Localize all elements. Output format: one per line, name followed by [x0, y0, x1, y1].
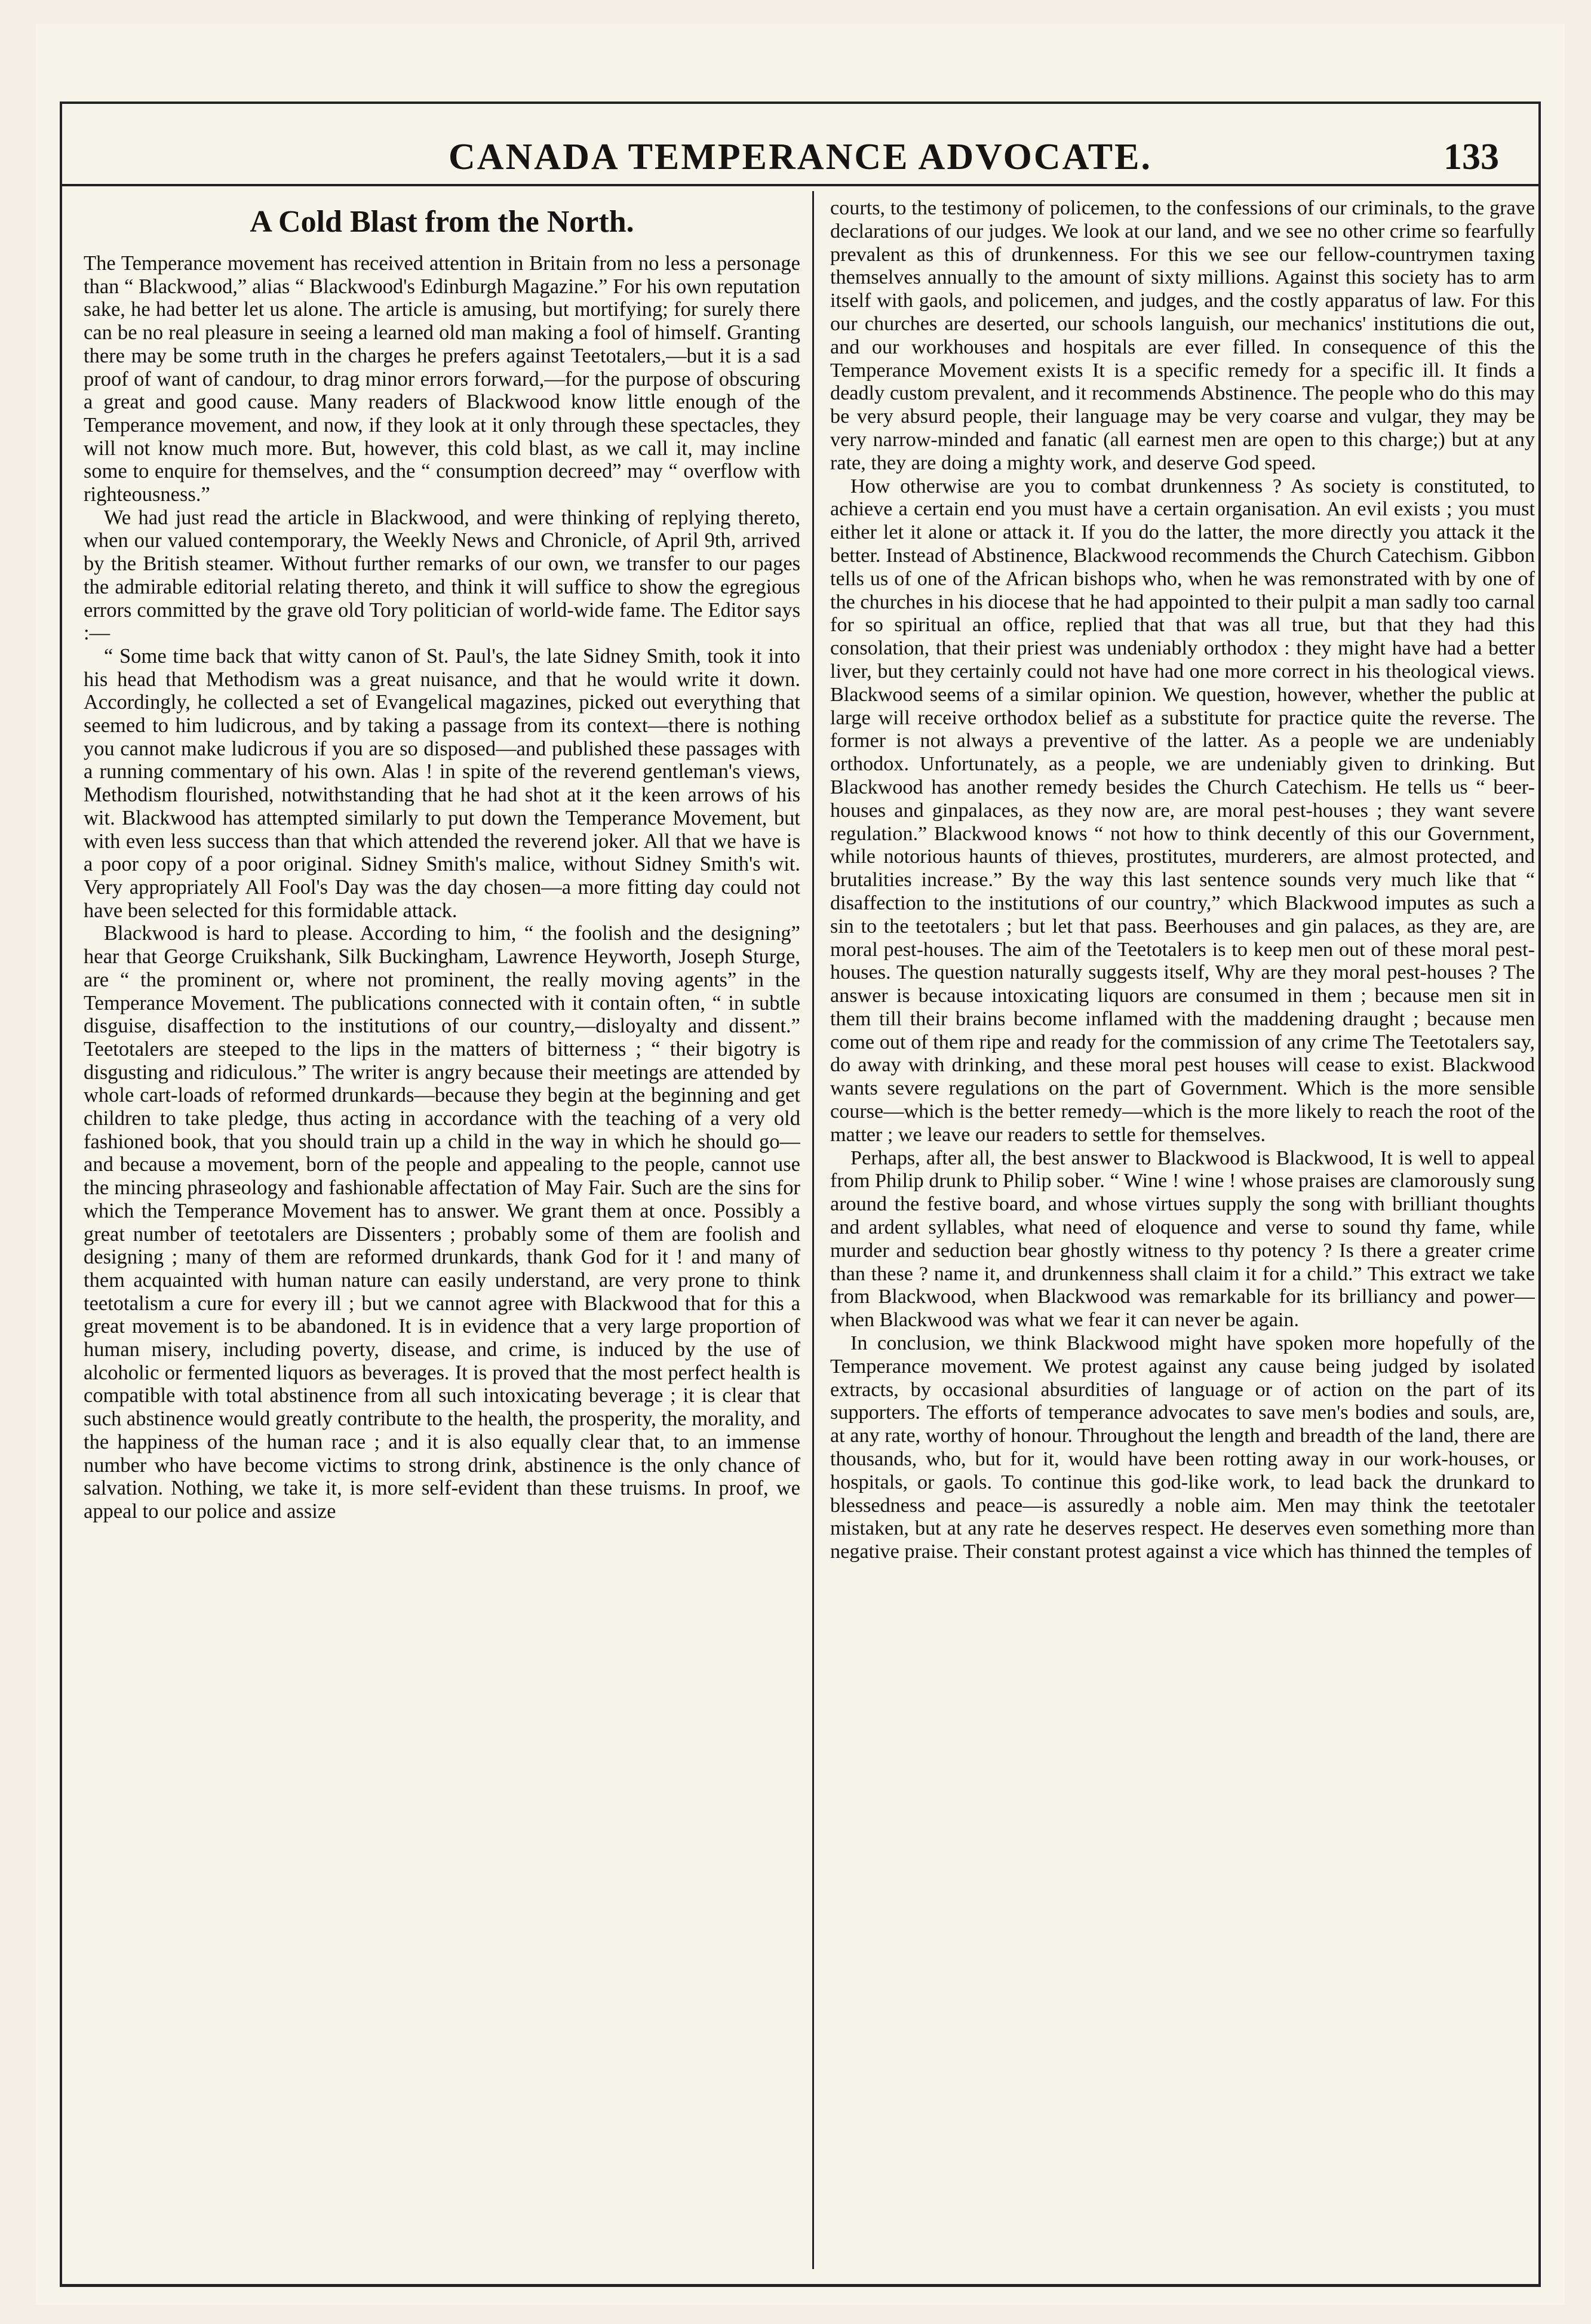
header-rule	[60, 184, 1541, 186]
paragraph: The Temperance movement has received attention in Britain from no less a personage than “ Blackwood,” alias “ Blackwood's Edinburgh Magazine.” For his own reputation sake, he had better let us alone. The article is amusing, but mortifying; for surely there can be no real pleasure in seeing a learned old man making a fool of himself. Granting there may be some truth in the charges he prefers against Teetotalers,—but it is a sad proof of want of candour, to drag minor errors forward,—for the purpose of obscuring a great and good cause. Many readers of Blackwood know little enough of the Temperance movement, and now, if they look at it only through these spectacles, they will not know much more. But, however, this cold blast, as we call it, may incline some to enquire for themselves, and the “ consumption decreed” may “ overflow with righteousness.”	[84, 252, 800, 506]
paragraph: In conclusion, we think Blackwood might have spoken more hopefully of the Temperance movement. We protest against any cause being judged by isolated extracts, by occasional absurdities of language or of action on the part of its supporters. The efforts of temperance advocates to save men's bodies and souls, are, at any rate, worthy of honour. Throughout the length and breadth of the land, there are thousands, who, but for it, would have been rotting away in our work-houses, or hospitals, or gaols. To continue this god-like work, to lead back the drunkard to blessedness and peace—is assuredly a noble aim. Men may think the teetotaler mistaken, but at any rate he deserves respect. He deserves even something more than negative praise. Their constant protest against a vice which has thinned the temples of	[830, 1332, 1535, 1563]
newspaper-page	[36, 24, 1565, 2305]
paragraph: How otherwise are you to combat drunkenness ? As society is constituted, to achieve a certain end you must have a certain organisation. An evil exists ; you must either let it alone or attack it. If you do the latter, the more directly you attack it the better. Instead of Abstinence, Blackwood recommends the Church Catechism. Gibbon tells us of one of the African bishops who, when he was remonstrated with by one of the churches in his diocese that he had appointed to their pulpit a man sadly too carnal for so spiritual an office, replied that that was all true, but that they had this consolation, that their priest was undeniably orthodox : they might have had a better liver, but they certainly could not have had one more correct in his theological views. Blackwood seems of a similar opinion. We question, however, whether the public at large will receive orthodox belief as a substitute for practice quite the reverse. The former is not always a preventive of the latter. As a people we are undeniably orthodox. Unfortunately, as a people, we are undeniably given to drinking. But Blackwood has another remedy besides the Church Catechism. He tells us “ beer-houses and ginpalaces, as they now are, are moral pest-houses ; they want severe regulation.” Blackwood knows “ not how to think decently of this our Government, while notorious haunts of thieves, prostitutes, murderers, are almost protected, and brutalities increase.” By the way this last sentence sounds very much like that “ disaffection to the institutions of our country,” which Blackwood imputes as such a sin to the teetotalers ; but let that pass. Beerhouses and gin palaces, as they are, are moral pest-houses. The aim of the Teetotalers is to keep men out of these moral pest-houses. The question naturally suggests itself, Why are they moral pest-houses ? The answer is because intoxicating liquors are consumed in them ; because men sit in them till their brains become inflamed with the maddening draught ; because men come out of them ripe and ready for the commission of any crime The Teetotalers say, do away with drinking, and these moral pest houses will cease to exist. Blackwood wants severe regulations on the part of Government. Which is the more sensible course—which is the better remedy—which is the more likely to reach the root of the matter ; we leave our readers to settle for themselves.	[830, 475, 1535, 1146]
paragraph: “ Some time back that witty canon of St. Paul's, the late Sidney Smith, took it into his head that Methodism was a great nuisance, and that he would write it down. Accordingly, he collected a set of Evangelical magazines, picked out everything that seemed to him ludicrous, and by taking a passage from its context—there is nothing you cannot make ludicrous if you are so disposed—and published these passages with a running commentary of his own. Alas ! in spite of the reverend gentleman's views, Methodism flourished, notwithstanding that he had shot at it the keen arrows of his wit. Blackwood has attempted similarly to put down the Temperance Movement, but with even less success than that which attended the reverend joker. All that we have is a poor copy of a poor original. Sidney Smith's malice, without Sidney Smith's wit. Very appropriately All Fool's Day was the day chosen—a more fitting day could not have been selected for this formidable attack.	[84, 644, 800, 922]
running-title: CANADA TEMPERANCE ADVOCATE.	[448, 137, 1153, 177]
left-column	[84, 197, 800, 2269]
article-title: A Cold Blast from the North.	[250, 205, 634, 239]
page-number: 133	[1443, 137, 1499, 177]
paragraph: Perhaps, after all, the best answer to Blackwood is Blackwood, It is well to appeal from Philip drunk to Philip sober. “ Wine ! wine ! whose praises are clamorously sung around the festive board, and whose virtues supply the song with brilliant thoughts and ardent syllables, what need of eloquence and verse to sound thy fame, while murder and seduction bear ghostly witness to thy potency ? Is there a greater crime than these ? name it, and drunkenness shall claim it for a child.” This extract we take from Blackwood, when Blackwood was remarkable for its brilliancy and power—when Blackwood was what we fear it can never be again.	[830, 1146, 1535, 1332]
right-column	[830, 197, 1535, 2269]
column-divider	[812, 191, 814, 2269]
paragraph: courts, to the testimony of policemen, to the confessions of our criminals, to the grave declarations of our judges. We look at our land, and we see no other crime so fearfully prevalent as this of drunkenness. For this we see our fellow-countrymen taxing themselves annually to the amount of sixty millions. Against this society has to arm itself with gaols, and policemen, and judges, and the costly apparatus of law. For this our churches are deserted, our schools languish, our mechanics' institutions die out, and our workhouses and hospitals are ever filled. In consequence of this the Temperance Movement exists It is a specific remedy for a specific ill. It finds a deadly custom prevalent, and it recommends Abstinence. The people who do this may be very absurd people, their language may be very coarse and vulgar, they may be very narrow-minded and fanatic (all earnest men are open to this charge;) but at any rate, they are doing a mighty work, and deserve God speed.	[830, 197, 1535, 474]
paragraph: Blackwood is hard to please. According to him, “ the foolish and the designing” hear that George Cruikshank, Silk Buckingham, Lawrence Heyworth, Joseph Sturge, are “ the prominent or, where not prominent, the really moving agents” in the Temperance Movement. The publications connected with it contain often, “ in subtle disguise, disaffection to the institutions of our country,—disloyalty and dissent.” Teetotalers are steeped to the lips in the matters of bitterness ; “ their bigotry is disgusting and ridiculous.” The writer is angry because their meetings are attended by whole cart-loads of reformed drunkards—because they begin at the beginning and get children to take pledge, thus acting in accordance with the teaching of a very old fashioned book, that you should train up a child in the way in which he should go—and because a movement, born of the people and appealing to the people, cannot use the mincing phraseology and fashionable affectation of May Fair. Such are the sins for which the Temperance Movement has to answer. We grant them at once. Possibly a great number of teetotalers are Dissenters ; probably some of them are foolish and designing ; many of them are reformed drunkards, thank God for it ! and many of them acquainted with human nature can easily understand, are very prone to think teetotalism a cure for every ill ; but we cannot agree with Blackwood that for this a great movement is to be abandoned. It is in evidence that a very large proportion of human misery, including poverty, disease, and crime, is induced by the use of alcoholic or fermented liquors as beverages. It is proved that the most perfect health is compatible with total abstinence from all such intoxicating beverage ; it is clear that such abstinence would greatly contribute to the health, the prosperity, the morality, and the happiness of the human race ; and it is also equally clear that, to an immense number who have become victims to strong drink, abstinence is the only chance of salvation. Nothing, we take it, is more self-evident than these truisms. In proof, we appeal to our police and assize	[84, 922, 800, 1523]
paragraph: We had just read the article in Blackwood, and were thinking of replying thereto, when our valued contemporary, the Weekly News and Chronicle, of April 9th, arrived by the British steamer. Without further remarks of our own, we transfer to our pages the admirable editorial relating thereto, and think it will suffice to show the egregious errors committed by the grave old Tory politician of world-wide fame. The Editor says :—	[84, 506, 800, 645]
